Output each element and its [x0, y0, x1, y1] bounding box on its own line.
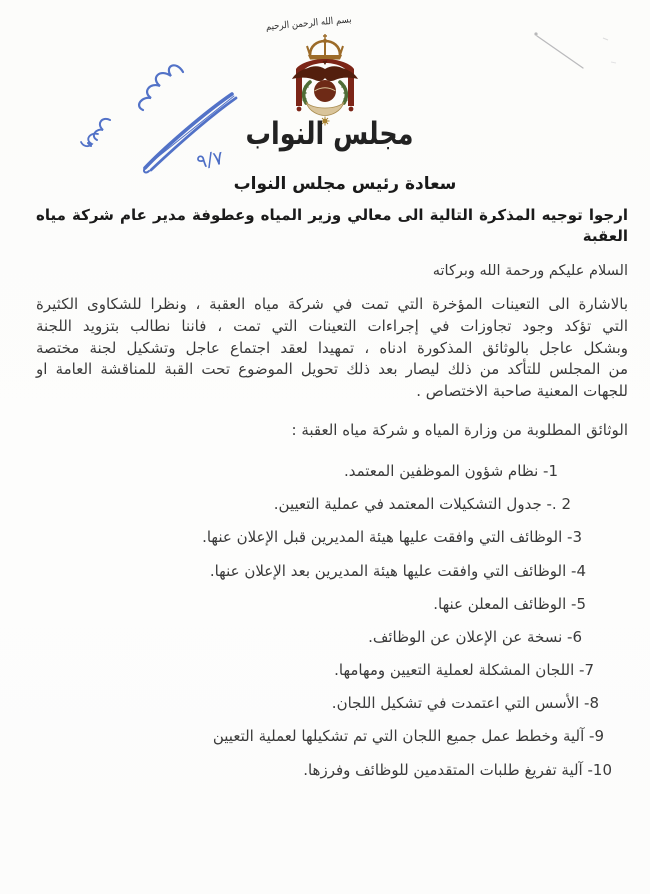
document-list-item: 1- نظام شؤون الموظفين المعتمد.: [343, 461, 558, 480]
crown-icon: [307, 34, 343, 60]
paragraph-line: التي تؤكد وجود تجاوزات في إجراءات التعينات التي تمت ، فاننا نطالب بتزويد اللجنة: [36, 316, 628, 335]
paragraph-line: من المجلس للتأكد من ذلك ليصار بعد ذلك تحويل الموضوع تحت القبة للمناقشة العامة او: [36, 360, 628, 379]
body-paragraph: [36, 294, 628, 403]
document-list-item: 2 .- جدول التشكيلات المعتمد في عملية التعيين.: [273, 495, 571, 514]
greeting-line: السلام عليكم ورحمة الله وبركاته: [432, 263, 628, 279]
bismillah-text: بسم الله الرحمن الرحيم: [265, 14, 353, 33]
request-line: ارجوا توجيه المذكرة التالية الى معالي وزير المياه وعطوفة مدير عام شركة مياه العقبة: [36, 206, 628, 245]
handwritten-date: ٩/٧: [194, 146, 226, 174]
globe-icon: [314, 80, 336, 102]
paragraph-line: بالاشارة الى التعينات المؤخرة التي تمت في شركة مياه العقبة ، ونظرا للشكاوى الكثيرة: [36, 295, 628, 313]
document-list-item: 5- الوظائف المعلن عنها.: [433, 594, 586, 613]
document-list-item: 7- اللجان المشكلة لعملية التعيين ومهامها.: [334, 661, 594, 680]
document-list-item: 6- نسخة عن الإعلان عن الوظائف.: [368, 627, 582, 646]
salutation-line: سعادة رئيس مجلس النواب: [233, 174, 457, 194]
document-list-item: 8- الأسس التي اعتمدت في تشكيل اللجان.: [331, 694, 599, 713]
paragraph-line: للجهات المعنية صاحبة الاختصاص .: [416, 382, 628, 401]
handwritten-signature: [50, 42, 270, 182]
letter-body: [0, 174, 650, 793]
bismillah-calligraphy: [0, 14, 650, 33]
documents-header: الوثائق المطلوبة من وزارة المياه و شركة مياه العقبة :: [291, 420, 628, 439]
document-list-item: 4- الوظائف التي وافقت عليها هيئة المديرين بعد الإعلان عنها.: [209, 561, 586, 580]
ribbon-crescent: [306, 102, 344, 116]
document-list-item: 10- آلية تفريغ طلبات المتقدمين للوظائف وفرزها.: [303, 760, 612, 779]
paragraph-line: وبشكل عاجل بالوثائق المذكورة ادناه ، تمهيدا لعقد اجتماع عاجل وتشكيل لجنة مختصة: [36, 338, 628, 357]
document-list-item: 3- الوظائف التي وافقت عليها هيئة المديرين قبل الإعلان عنها.: [202, 528, 582, 547]
documents-list: [36, 461, 628, 793]
jordan-coat-of-arms: [279, 32, 371, 128]
document-list-item: 9- آلية وخطط عمل جميع اللجان التي تم تشكيلها لعملية التعيين: [212, 727, 604, 746]
org-name-text: مجلس النواب: [244, 116, 414, 152]
